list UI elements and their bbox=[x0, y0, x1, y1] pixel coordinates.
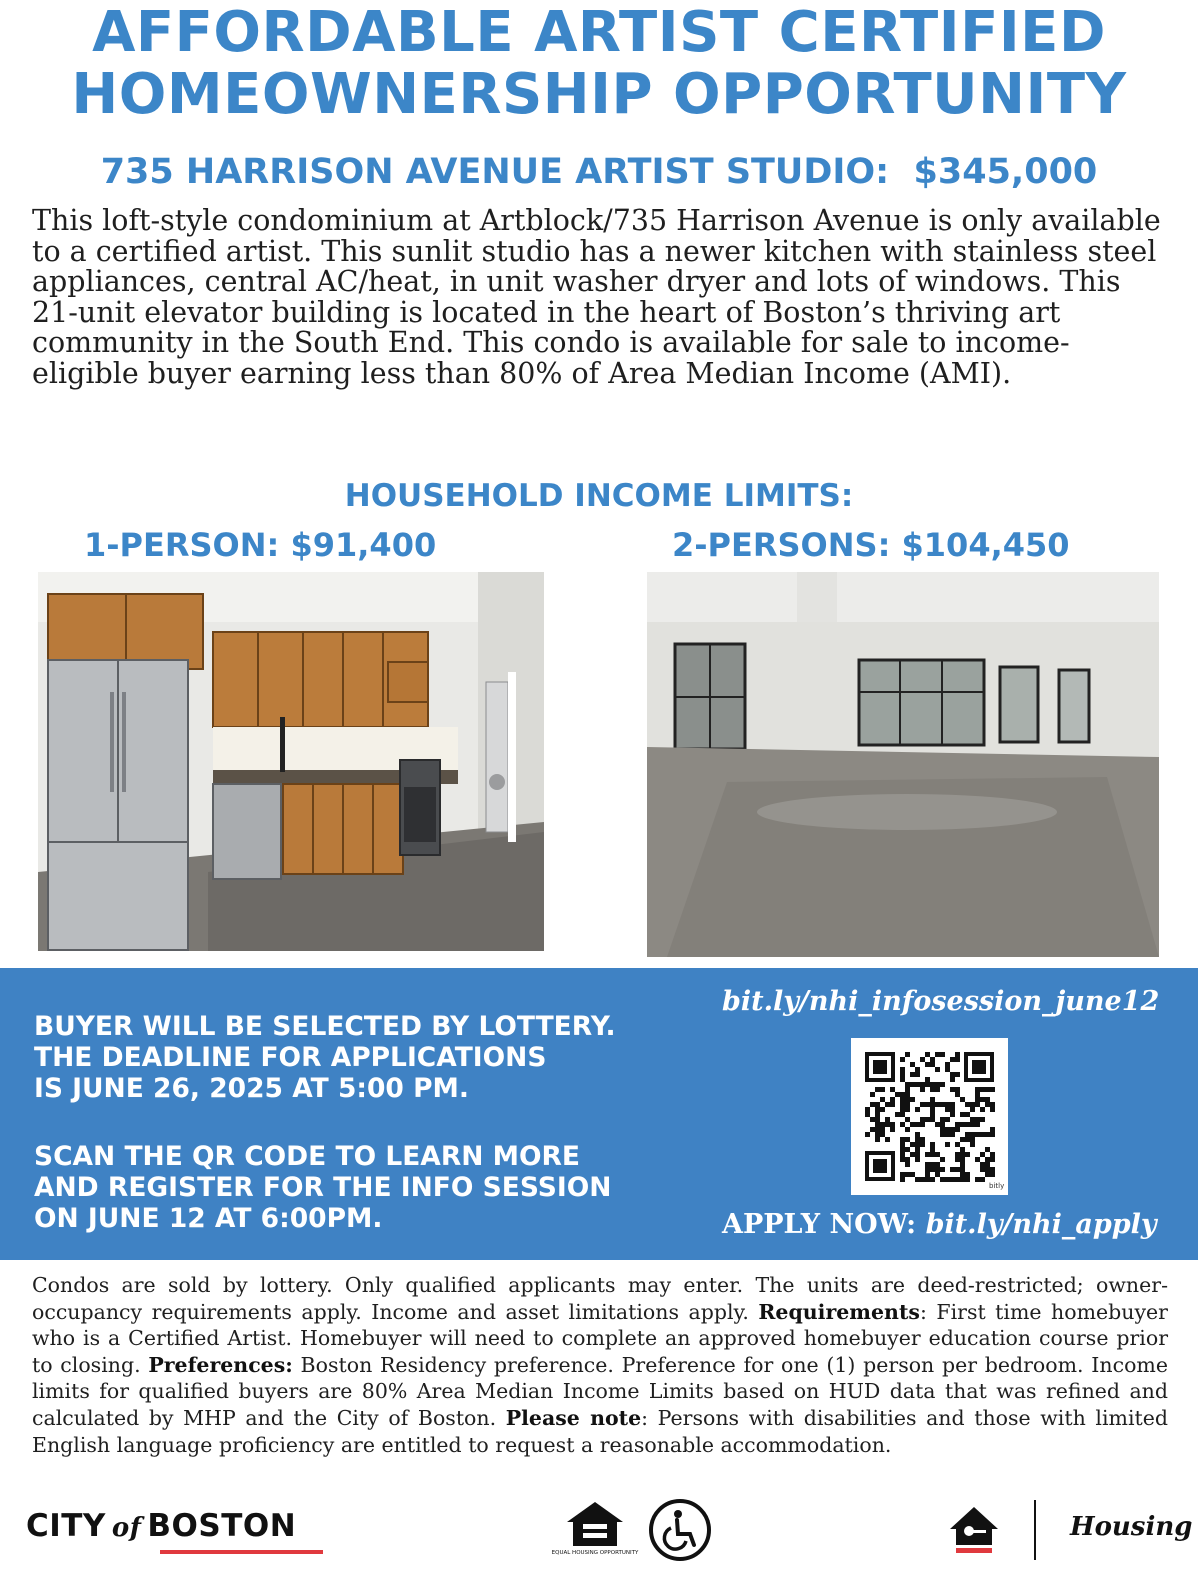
please-note-label: Please note bbox=[505, 1405, 642, 1430]
accessibility-icon bbox=[648, 1498, 712, 1562]
page-title bbox=[0, 2, 1198, 126]
living-room-photo bbox=[647, 572, 1159, 957]
listing-subtitle: 735 HARRISON AVENUE ARTIST STUDIO: $345,000 bbox=[100, 152, 1098, 192]
kitchen-photo bbox=[38, 572, 544, 951]
income-limit-1-person: 1-PERSON: $91,400 bbox=[84, 526, 437, 564]
logo-boston: BOSTON bbox=[147, 1508, 297, 1544]
income-limit-2-persons: 2-PERSONS: $104,450 bbox=[672, 526, 1070, 564]
preferences-label: Preferences: bbox=[148, 1352, 293, 1377]
info-session-link[interactable]: bit.ly/nhi_infosession_june12 bbox=[722, 986, 1160, 1017]
listing-description: This loft-style condominium at Artblock/735 Harrison Avenue is only available to a certified artist. This sunlit studio has a newer kitchen with stainless steel appliances, central AC/heat, in unit washer dryer and lots of windows. This 21-unit elevator building is located in the heart of Boston’s thriving art community in the South End. This condo is available for sale to income-eligible buyer earning less than 80% of Area Median Income (AMI). bbox=[32, 204, 1161, 390]
apply-now[interactable] bbox=[722, 1209, 1157, 1240]
please-note-text: : Persons with disabilities and those with limited English language proficiency are entitled to request a reasonable accommodation. bbox=[32, 1405, 1168, 1457]
apply-link[interactable]: bit.ly/nhi_apply bbox=[925, 1209, 1157, 1240]
title-line-2: HOMEOWNERSHIP OPPORTUNITY bbox=[71, 62, 1127, 127]
footer-divider bbox=[1034, 1500, 1036, 1560]
logo-city: CITY bbox=[26, 1508, 106, 1544]
requirements-text: : First time homebuyer who is a Certified Artist. Homebuyer will need to complete an approved homebuyer education course prior to closing. bbox=[32, 1299, 1168, 1377]
qr-code-icon bbox=[851, 1038, 1008, 1195]
scan-qr-text: SCAN THE QR CODE TO LEARN MORE AND REGISTER FOR THE INFO SESSION ON JUNE 12 AT 6:00PM. bbox=[34, 1141, 612, 1234]
fine-print-intro: Condos are sold by lottery. Only qualified applicants may enter. The units are deed-restricted; owner-occupancy requirements apply. Income and asset limitations apply. bbox=[32, 1273, 1168, 1324]
apply-now-label: APPLY NOW: bbox=[722, 1209, 917, 1240]
logo-underline bbox=[160, 1550, 323, 1554]
housing-department-icon bbox=[948, 1505, 1000, 1555]
qr-code[interactable] bbox=[851, 1038, 1008, 1195]
equal-housing-text: EQUAL HOUSING OPPORTUNITY bbox=[551, 1550, 639, 1556]
title-line-1: AFFORDABLE ARTIST CERTIFIED bbox=[92, 0, 1106, 65]
housing-label: Housing bbox=[1070, 1512, 1193, 1542]
requirements-label: Requirements bbox=[758, 1299, 920, 1324]
city-of-boston-logo bbox=[26, 1508, 296, 1544]
equal-housing-icon bbox=[551, 1500, 639, 1562]
fine-print bbox=[32, 1272, 1168, 1458]
lottery-deadline-text: BUYER WILL BE SELECTED BY LOTTERY. THE DEADLINE FOR APPLICATIONS IS JUNE 26, 2025 AT 5:00 PM. bbox=[34, 1011, 616, 1104]
qr-bitly-label: bitly bbox=[989, 1182, 1005, 1190]
preferences-text: Boston Residency preference. Preference for one (1) person per bedroom. Income limits for qualified buyers are 80% Area Median Income Limits based on HUD data that was refined and calculated by MHP and the City of Boston. bbox=[32, 1352, 1168, 1430]
income-limits-heading: HOUSEHOLD INCOME LIMITS: bbox=[344, 478, 854, 514]
logo-of: of bbox=[111, 1513, 142, 1543]
